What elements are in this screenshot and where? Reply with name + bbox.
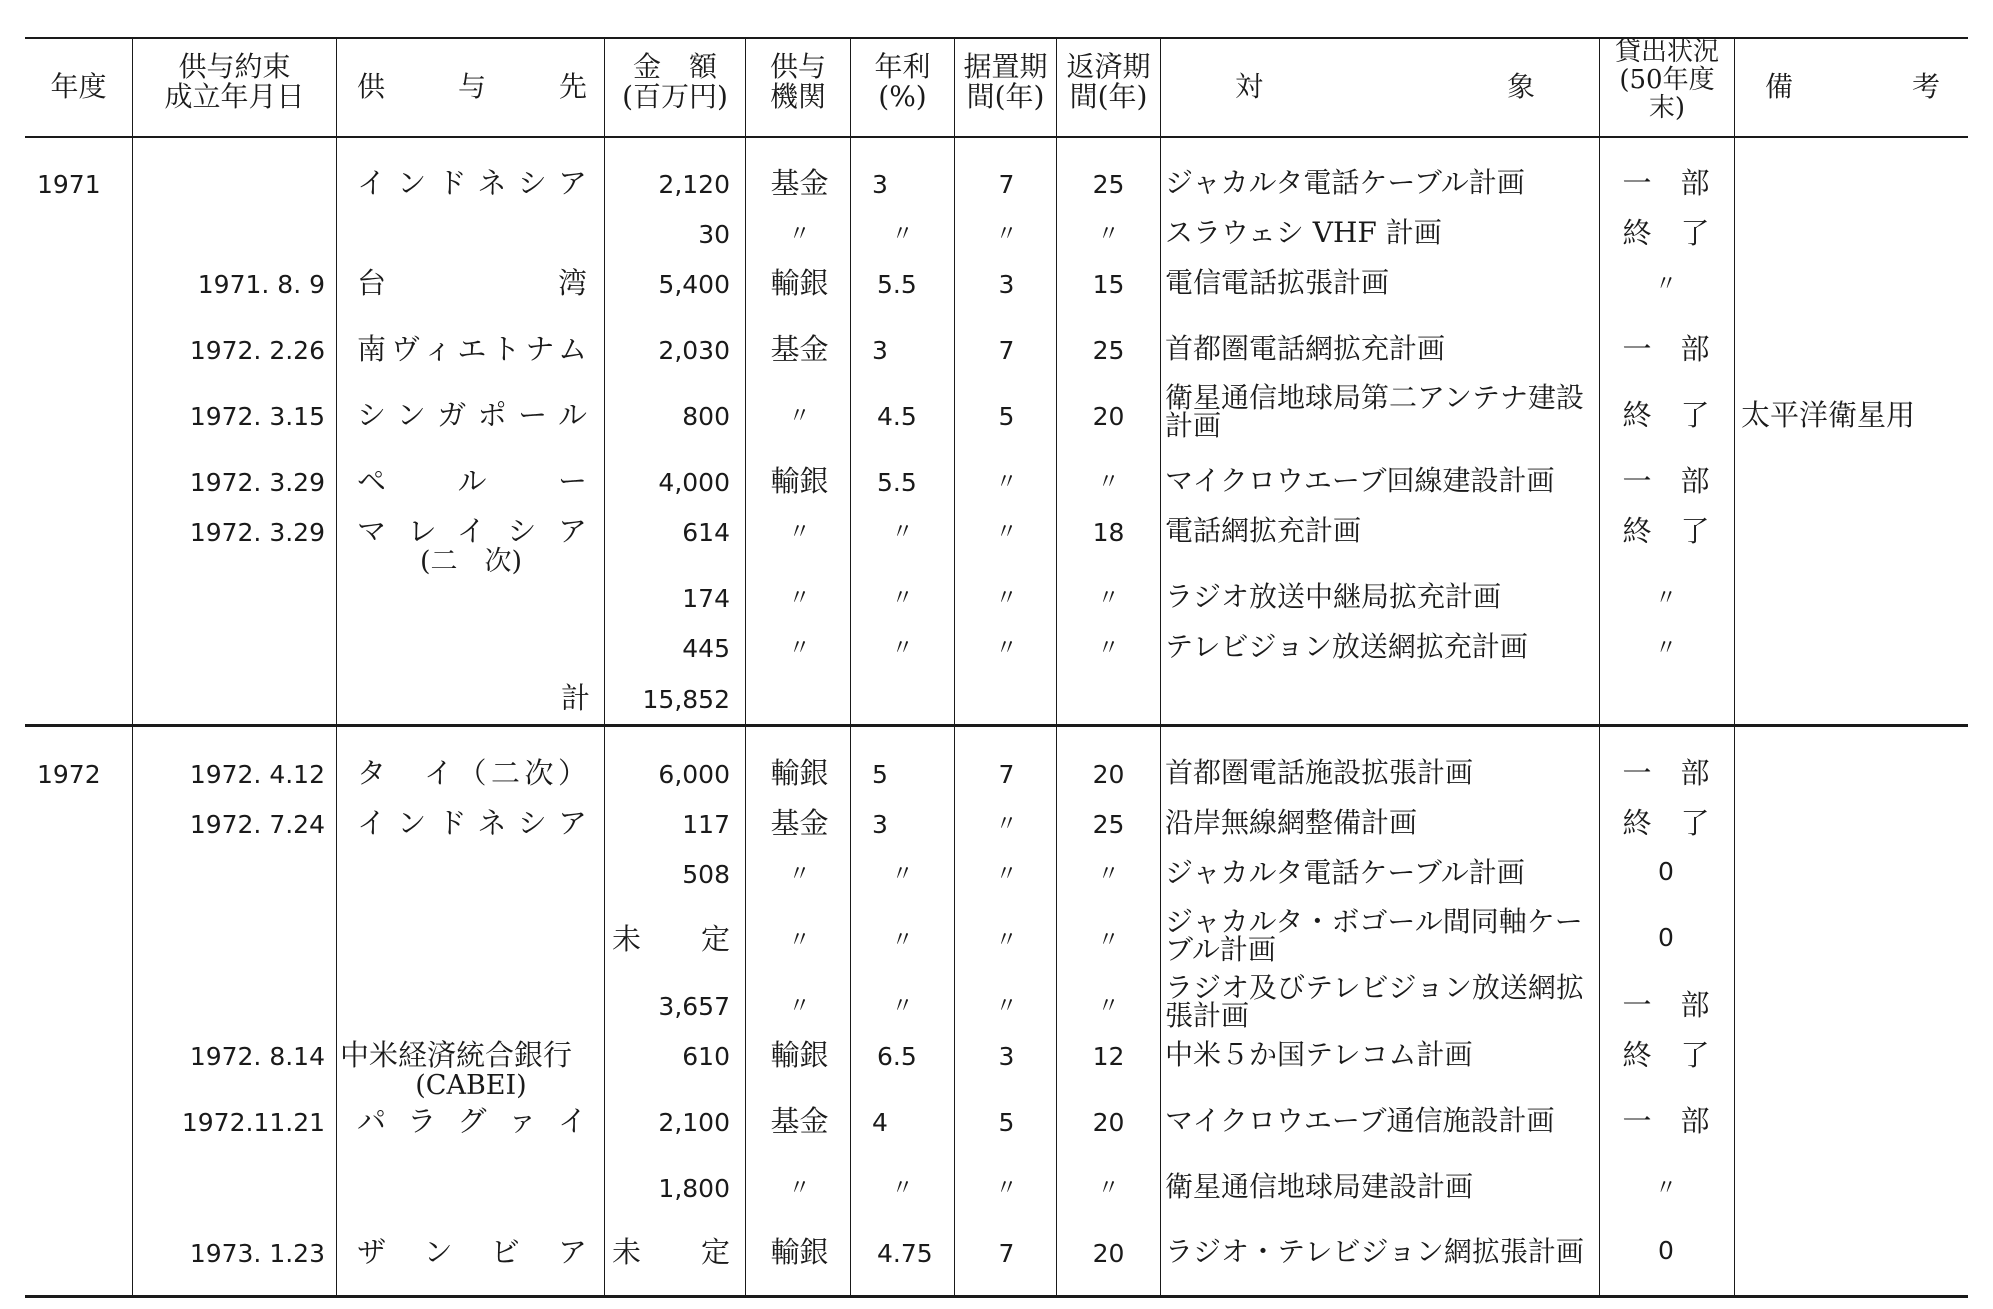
grace-cell: 3 <box>998 1042 1015 1071</box>
amount-cell: 2,030 <box>658 336 730 365</box>
target-cell: 衛星通信地球局第二アンテナ建設計画 <box>1165 381 1584 442</box>
target-cell: ラジオ放送中継局拡充計画 <box>1165 580 1502 613</box>
repay-cell: 〃 <box>1097 636 1120 661</box>
status-cell: 終 了 <box>1622 398 1710 432</box>
agency-cell: 基金 <box>770 166 829 200</box>
amount-cell: 614 <box>682 518 730 547</box>
target-cell: ラジオ・テレビジョン網拡張計画 <box>1165 1235 1584 1268</box>
column-rule <box>1734 37 1735 1295</box>
status-cell: 〃 <box>1654 272 1677 297</box>
recipient-cell: パラグァイ <box>357 1104 587 1138</box>
target-cell: 首都圏電話網拡充計画 <box>1165 332 1446 365</box>
status-cell: 一 部 <box>1622 166 1710 200</box>
agency-cell: 輸銀 <box>770 266 829 300</box>
year-cell: 1972 <box>37 760 101 789</box>
repay-cell: 〃 <box>1097 222 1120 247</box>
grace-cell: 5 <box>998 1108 1015 1137</box>
header-repay: 返済期 間(年) <box>1066 50 1151 113</box>
status-cell: 〃 <box>1654 1176 1677 1201</box>
grace-cell: 〃 <box>995 862 1018 887</box>
date-cell: 1972. 3.15 <box>189 402 325 431</box>
recipient-cell: ザンビア <box>357 1235 587 1269</box>
amount-cell: 1,800 <box>658 1174 730 1203</box>
repay-cell: 〃 <box>1097 862 1120 887</box>
grace-cell: 7 <box>998 336 1015 365</box>
header-target: 対 象 <box>1235 70 1535 103</box>
amount-cell: 508 <box>682 860 730 889</box>
amount-cell: 5,400 <box>658 270 730 299</box>
amount-cell: 4,000 <box>658 468 730 497</box>
column-rule <box>1160 37 1161 1295</box>
repay-cell: 18 <box>1092 518 1125 547</box>
column-rule <box>336 37 337 1295</box>
recipient-cell: タ イ（二次） <box>357 756 587 790</box>
column-rule <box>954 37 955 1295</box>
amount-cell: 未 定 <box>612 922 730 956</box>
horizontal-rule <box>25 136 1968 138</box>
repay-cell: 〃 <box>1097 928 1120 953</box>
target-cell: 中米５か国テレコム計画 <box>1165 1038 1473 1071</box>
repay-cell: 25 <box>1092 170 1125 199</box>
status-cell: 〃 <box>1654 636 1677 661</box>
repay-cell: 25 <box>1092 336 1125 365</box>
rate-cell: 〃 <box>891 1176 914 1201</box>
date-cell: 1972. 3.29 <box>189 468 325 497</box>
grace-cell: 〃 <box>995 1176 1018 1201</box>
recipient-cell: インドネシア <box>357 166 587 200</box>
agency-cell: 〃 <box>788 636 811 661</box>
amount-cell: 800 <box>682 402 730 431</box>
header-amount: 金 額 (百万円) <box>622 50 728 113</box>
date-cell: 1972. 7.24 <box>189 810 325 839</box>
rate-cell: 〃 <box>891 928 914 953</box>
target-cell: マイクロウエーブ通信施設計画 <box>1165 1104 1555 1137</box>
date-cell: 1971. 8. 9 <box>197 270 325 299</box>
status-cell: 0 <box>1658 923 1674 952</box>
agency-cell: 輸銀 <box>770 1235 829 1269</box>
total-label: 計 <box>560 681 590 715</box>
horizontal-rule <box>25 1295 1968 1298</box>
status-cell: 一 部 <box>1622 988 1710 1022</box>
rate-cell: 〃 <box>891 862 914 887</box>
recipient-cell: インドネシア <box>357 806 587 840</box>
recipient-cell: マレイシア <box>357 514 587 548</box>
amount-cell: 174 <box>682 584 730 613</box>
recipient-cell: 中米経済統合銀行 <box>340 1038 573 1072</box>
target-cell: ジャカルタ・ボゴール間同軸ケーブル計画 <box>1165 905 1583 966</box>
remarks-cell: 太平洋衛星用 <box>1741 398 1916 432</box>
agency-cell: 輸銀 <box>770 464 829 498</box>
rate-cell: 3 <box>872 170 888 199</box>
column-rule <box>1056 37 1057 1295</box>
repay-cell: 15 <box>1092 270 1125 299</box>
target-cell: 電信電話拡張計画 <box>1165 266 1390 299</box>
amount-cell: 610 <box>682 1042 730 1071</box>
status-cell: 一 部 <box>1622 1104 1710 1138</box>
status-cell: 0 <box>1658 1236 1674 1265</box>
rate-cell: 4.5 <box>877 402 917 431</box>
total-amount: 15,852 <box>642 685 730 714</box>
repay-cell: 12 <box>1092 1042 1125 1071</box>
header-grace: 据置期 間(年) <box>963 50 1048 113</box>
target-cell: マイクロウエーブ回線建設計画 <box>1165 464 1555 497</box>
year-cell: 1971 <box>37 170 101 199</box>
amount-cell: 未 定 <box>612 1235 730 1269</box>
repay-cell: 20 <box>1092 1239 1125 1268</box>
header-date: 供与約束 成立年月日 <box>164 50 305 113</box>
amount-cell: 6,000 <box>658 760 730 789</box>
header-remarks: 備 考 <box>1765 70 1940 103</box>
repay-cell: 〃 <box>1097 994 1120 1019</box>
amount-cell: 445 <box>682 634 730 663</box>
rate-cell: 6.5 <box>877 1042 917 1071</box>
status-cell: 終 了 <box>1622 806 1710 840</box>
amount-cell: 2,120 <box>658 170 730 199</box>
status-cell: 〃 <box>1654 586 1677 611</box>
rate-cell: 〃 <box>891 520 914 545</box>
agency-cell: 基金 <box>770 806 829 840</box>
agency-cell: 〃 <box>788 520 811 545</box>
status-cell: 一 部 <box>1622 464 1710 498</box>
date-cell: 1972.11.21 <box>181 1108 325 1137</box>
rate-cell: 〃 <box>891 636 914 661</box>
agency-cell: 〃 <box>788 994 811 1019</box>
column-rule <box>1599 37 1600 1295</box>
rate-cell: 〃 <box>891 994 914 1019</box>
target-cell: 電話網拡充計画 <box>1165 514 1362 547</box>
amount-cell: 117 <box>682 810 730 839</box>
target-cell: 衛星通信地球局建設計画 <box>1165 1170 1474 1203</box>
agency-cell: 〃 <box>788 862 811 887</box>
target-cell: 沿岸無線網整備計画 <box>1165 806 1418 839</box>
rate-cell: 〃 <box>891 222 914 247</box>
grace-cell: 〃 <box>995 222 1018 247</box>
grace-cell: 7 <box>998 170 1015 199</box>
grace-cell: 3 <box>998 270 1015 299</box>
grace-cell: 〃 <box>995 994 1018 1019</box>
date-cell: 1972. 2.26 <box>189 336 325 365</box>
header-status: 貸出状況 (50年度 末) <box>1614 37 1719 123</box>
grace-cell: 7 <box>998 1239 1015 1268</box>
rate-cell: 5.5 <box>877 468 917 497</box>
column-rule <box>604 37 605 1295</box>
agency-cell: 〃 <box>788 928 811 953</box>
status-cell: 一 部 <box>1622 756 1710 790</box>
status-cell: 0 <box>1658 857 1674 886</box>
agency-cell: 〃 <box>788 404 811 429</box>
rate-cell: 3 <box>872 336 888 365</box>
recipient-note: (CABEI) <box>415 1070 527 1101</box>
grace-cell: 〃 <box>995 812 1018 837</box>
status-cell: 一 部 <box>1622 332 1710 366</box>
rate-cell: 〃 <box>891 586 914 611</box>
grace-cell: 〃 <box>995 928 1018 953</box>
amount-cell: 3,657 <box>658 992 730 1021</box>
repay-cell: 20 <box>1092 1108 1125 1137</box>
rate-cell: 5 <box>872 760 888 789</box>
status-cell: 終 了 <box>1622 216 1710 250</box>
header-recipient: 供 与 先 <box>357 70 587 103</box>
header-agency: 供与 機関 <box>769 50 826 113</box>
agency-cell: 〃 <box>788 1176 811 1201</box>
grace-cell: 〃 <box>995 636 1018 661</box>
repay-cell: 20 <box>1092 402 1125 431</box>
column-rule <box>850 37 851 1295</box>
header-rate: 年利 (%) <box>874 50 931 113</box>
target-cell: スラウェシ VHF 計画 <box>1165 216 1442 249</box>
agency-cell: 輸銀 <box>770 1038 829 1072</box>
column-rule <box>132 37 133 1295</box>
repay-cell: 〃 <box>1097 1176 1120 1201</box>
recipient-note: (二 次) <box>419 546 523 577</box>
grace-cell: 〃 <box>995 470 1018 495</box>
recipient-cell: 台 湾 <box>357 266 587 300</box>
rate-cell: 5.5 <box>877 270 917 299</box>
agency-cell: 基金 <box>770 332 829 366</box>
repay-cell: 20 <box>1092 760 1125 789</box>
grace-cell: 〃 <box>995 586 1018 611</box>
rate-cell: 3 <box>872 810 888 839</box>
agency-cell: 基金 <box>770 1104 829 1138</box>
date-cell: 1973. 1.23 <box>189 1239 325 1268</box>
horizontal-rule <box>25 724 1968 727</box>
date-cell: 1972. 3.29 <box>189 518 325 547</box>
target-cell: ジャカルタ電話ケーブル計画 <box>1165 166 1525 199</box>
column-rule <box>745 37 746 1295</box>
recipient-cell: シンガポール <box>357 398 587 432</box>
date-cell: 1972. 8.14 <box>189 1042 325 1071</box>
agency-cell: 〃 <box>788 222 811 247</box>
header-year: 年度 <box>50 70 107 103</box>
target-cell: 首都圏電話施設拡張計画 <box>1165 756 1474 789</box>
grace-cell: 5 <box>998 402 1015 431</box>
date-cell: 1972. 4.12 <box>189 760 325 789</box>
grace-cell: 7 <box>998 760 1015 789</box>
recipient-cell: 南ヴィエトナム <box>357 332 587 366</box>
recipient-cell: ペ ル ー <box>357 464 587 498</box>
rate-cell: 4.75 <box>877 1239 933 1268</box>
grace-cell: 〃 <box>995 520 1018 545</box>
agency-cell: 〃 <box>788 586 811 611</box>
amount-cell: 2,100 <box>658 1108 730 1137</box>
rate-cell: 4 <box>872 1108 888 1137</box>
repay-cell: 〃 <box>1097 586 1120 611</box>
agency-cell: 輸銀 <box>770 756 829 790</box>
amount-cell: 30 <box>698 220 730 249</box>
repay-cell: 〃 <box>1097 470 1120 495</box>
target-cell: ラジオ及びテレビジョン放送網拡張計画 <box>1165 971 1584 1032</box>
target-cell: ジャカルタ電話ケーブル計画 <box>1165 856 1525 889</box>
status-cell: 終 了 <box>1622 1038 1710 1072</box>
repay-cell: 25 <box>1092 810 1125 839</box>
status-cell: 終 了 <box>1622 514 1710 548</box>
target-cell: テレビジョン放送網拡充計画 <box>1165 630 1528 663</box>
